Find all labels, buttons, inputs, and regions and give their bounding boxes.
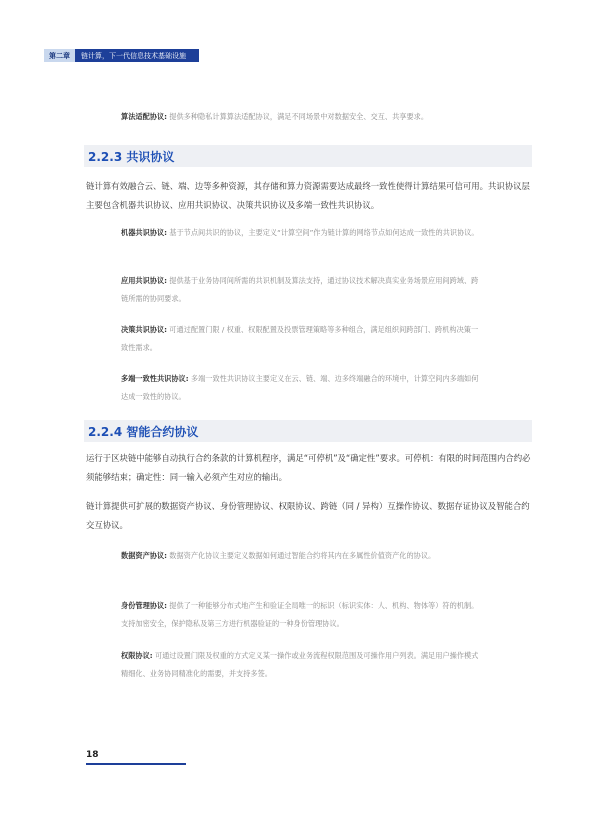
- term-desc: 提供基于业务协同间所需的共识机制及算法支持，通过协议技术解决真实业务场景应用间跨域、跨链所需的协同要求。: [121, 276, 479, 303]
- definition-item: [121, 272, 481, 308]
- section-heading-2-2-4: [84, 420, 532, 442]
- definition-item: [121, 597, 481, 633]
- term-label: 机器共识协议:: [121, 228, 167, 237]
- term-label: 多端一致性共识协议:: [121, 374, 189, 383]
- chapter-title: 链计算，下一代信息技术基础设施: [75, 49, 199, 62]
- definition-item: [121, 370, 481, 406]
- term-desc: 提供多种隐私计算算法适配协议，满足不同场景中对数据安全、交互、共享要求。: [169, 112, 429, 121]
- definition-item: [121, 647, 481, 683]
- term-label: 算法适配协议:: [121, 112, 167, 121]
- term-label: 数据资产协议:: [121, 551, 167, 560]
- definition-item: [121, 547, 481, 565]
- term-desc: 可通过设置门限及权重的方式定义某一操作或业务流程权限范围及可操作用户列表。满足用户操作模式精细化、业务协同精准化的需要，并支持多签。: [121, 651, 479, 678]
- chapter-header-bar: [44, 49, 199, 62]
- term-desc: 多端一致性共识协议主要定义在云、链、端、边多终端融合的环境中，计算空间内多端如何达成一致性的协议。: [121, 374, 479, 401]
- term-label: 决策共识协议:: [121, 325, 167, 334]
- term-desc: 数据资产化协议主要定义数据如何通过智能合约将其内在多属性价值资产化的协议。: [169, 551, 436, 560]
- algo-adapt-item: [121, 108, 481, 126]
- page-number: 18: [86, 750, 99, 760]
- term-label: 应用共识协议:: [121, 276, 167, 285]
- section-paragraph: 链计算提供可扩展的数据资产协议、身份管理协议、权限协议、跨链（同 / 异构）互操作协议、数据存证协议及智能合约交互协议。: [86, 501, 530, 530]
- definition-item: [121, 224, 481, 242]
- section-title: 2.2.4 智能合约协议: [88, 424, 199, 439]
- term-label: 权限协议:: [121, 651, 153, 660]
- footer-rule: [86, 763, 186, 765]
- term-label: 身份管理协议:: [121, 601, 167, 610]
- section-heading-2-2-3: [84, 145, 532, 167]
- chapter-tag: 第二章: [44, 49, 75, 62]
- term-desc: 可通过配置门限 / 权重、权限配置及投票管理策略等多种组合，满足组织间跨部门、跨机构决策一致性需求。: [121, 325, 479, 352]
- term-desc: 基于节点间共识的协议，主要定义“计算空间”作为链计算的网络节点如何达成一致性的共识协议。: [169, 228, 479, 237]
- section-paragraph: 链计算有效融合云、链、端、边等多种资源，其存储和算力资源需要达成最终一致性使得计算结果可信可用。共识协议层主要包含机器共识协议、应用共识协议、决策共识协议及多端一致性共识协议。: [86, 181, 530, 210]
- definition-item: [121, 321, 481, 357]
- term-desc: 提供了一种能够分布式地产生和验证全局唯一的标识（标识实体：人、机构、物体等）符的机制。支持加密安全，保护隐私及第三方进行机器验证的一种身份管理协议。: [121, 601, 479, 628]
- section-title: 2.2.3 共识协议: [88, 149, 175, 164]
- section-paragraph: 运行于区块链中能够自动执行合约条款的计算机程序，满足“可停机”及“确定性”要求。可停机：有限的时间范围内合约必须能够结束；确定性：同一输入必须产生对应的输出。: [86, 453, 531, 482]
